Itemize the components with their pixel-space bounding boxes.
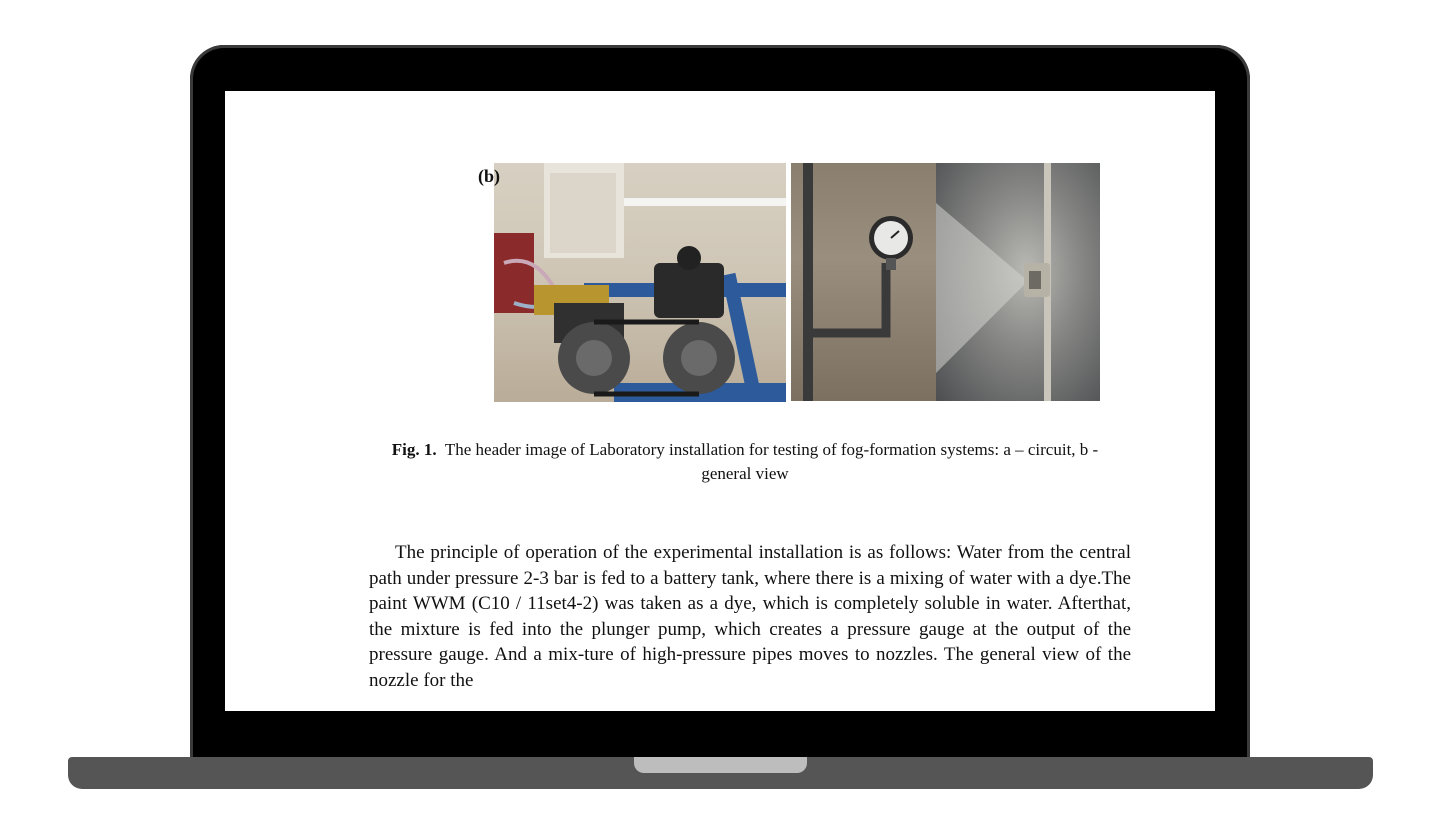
gauge-photo (791, 163, 936, 401)
figure-caption-label: Fig. 1. (391, 440, 437, 459)
laptop-screen (225, 91, 1215, 711)
nozzle-photo (936, 163, 1100, 401)
figure-caption-text: The header image of Laboratory installation for testing of fog-formation systems: a – circuit, b - general view (444, 440, 1099, 483)
body-paragraph: The principle of operation of the experimental installation is as follows: Water from the central path under pressure 2-3 bar is fed to a battery tank, where there is a mixing of water with a dye.The paint WWM (C10 / 11set4-2) was taken as a dye, which is completely soluble in water. Afterthat, the mixture is fed into the plunger pump, which creates a pressure gauge at the output of the pressure gauge. And a mix-ture of high-pressure pipes moves to nozzles. The general view of the nozzle for the (369, 542, 1131, 691)
laptop-notch (634, 757, 807, 773)
figure-caption (365, 438, 1125, 486)
nozzle-spray-illustration (936, 163, 1100, 401)
pump-photo (494, 163, 786, 402)
figure-panel-label: (b) (478, 166, 500, 186)
pressure-gauge-illustration (791, 163, 936, 401)
pump-illustration (494, 163, 786, 402)
